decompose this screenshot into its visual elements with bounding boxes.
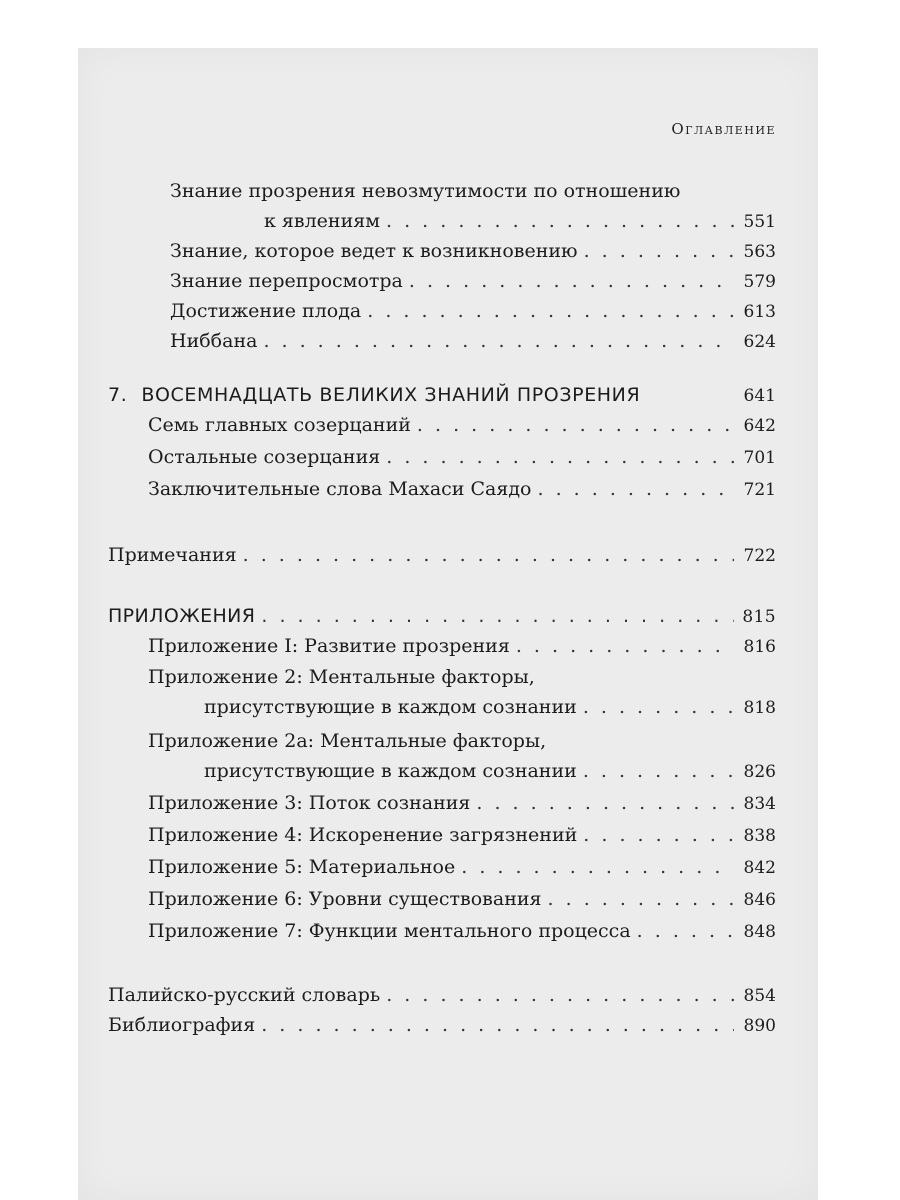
toc-entry-title-line1: Приложение 2а: Ментальные факторы, xyxy=(148,730,547,752)
toc-entry-title: Приложение 4: Искоренение загрязнений xyxy=(148,824,578,846)
toc-entry-title: Семь главных созерцаний xyxy=(148,414,411,436)
toc-page-number: 701 xyxy=(743,448,776,468)
toc-page-number: 842 xyxy=(743,858,776,878)
leader-dots xyxy=(516,631,734,661)
toc-entry-title: Приложение 6: Уровни существования xyxy=(148,888,542,910)
leader-dots xyxy=(409,266,734,296)
toc-entry-title: Примечания xyxy=(108,544,237,566)
toc-entry-bibliography[interactable] xyxy=(108,1010,776,1040)
toc-entry[interactable] xyxy=(264,206,776,236)
toc-page-number: 815 xyxy=(742,607,776,627)
leader-dots xyxy=(386,206,734,236)
leader-dots xyxy=(386,980,734,1010)
leader-dots xyxy=(261,1010,734,1040)
toc-entry-appendices[interactable] xyxy=(108,601,776,631)
toc-page-number: 838 xyxy=(743,826,776,846)
toc-page-number: 816 xyxy=(743,637,776,657)
toc-page-number: 818 xyxy=(743,698,776,718)
toc-entry-title: присутствующие в каждом сознании xyxy=(204,760,577,782)
toc-entry[interactable] xyxy=(170,236,776,266)
toc-page-number: 846 xyxy=(743,890,776,910)
toc-page-number: 834 xyxy=(743,794,776,814)
toc-page-number: 848 xyxy=(743,922,776,942)
chapter-title: ВОСЕМНАДЦАТЬ ВЕЛИКИХ ЗНАНИЙ ПРОЗРЕНИЯ xyxy=(141,384,641,406)
leader-dots xyxy=(367,296,734,326)
chapter-heading[interactable] xyxy=(108,380,776,411)
toc-page-number: 551 xyxy=(743,212,776,232)
toc-entry[interactable] xyxy=(148,788,776,818)
toc-entry-title: к явлениям xyxy=(264,210,381,232)
toc-entry-title: Ниббана xyxy=(170,330,258,352)
leader-dots xyxy=(263,326,734,356)
toc-entry[interactable] xyxy=(204,692,776,722)
toc-page-number: 641 xyxy=(743,386,776,406)
toc-entry[interactable] xyxy=(148,852,776,882)
leader-dots xyxy=(243,540,734,570)
toc-entry[interactable] xyxy=(148,820,776,850)
toc-page-number: 624 xyxy=(743,332,776,352)
leader-dots xyxy=(584,236,734,266)
toc-entry[interactable] xyxy=(204,756,776,786)
toc-page-number: 579 xyxy=(743,272,776,292)
toc-entry-title: присутствующие в каждом сознании xyxy=(204,696,577,718)
toc-entry-title: Знание, которое ведет к возникновению xyxy=(170,240,578,262)
toc-entry-title: Остальные созерцания xyxy=(148,446,381,468)
leader-dots xyxy=(461,852,734,882)
toc-page-number: 613 xyxy=(743,302,776,322)
toc-entry-title: Заключительные слова Махаси Саядо xyxy=(148,478,532,500)
toc-entry-title-line1: Знание прозрения невозмутимости по отношению xyxy=(170,180,681,202)
leader-dots xyxy=(476,788,734,818)
toc-entry[interactable] xyxy=(148,442,776,472)
toc-page-number: 721 xyxy=(743,480,776,500)
toc-entry-title: Приложение I: Развитие прозрения xyxy=(148,635,510,657)
toc-entry-title: Библиография xyxy=(108,1014,256,1036)
leader-dots xyxy=(538,474,735,504)
leader-dots xyxy=(583,820,734,850)
toc-entry[interactable] xyxy=(148,474,776,504)
chapter-number: 7. xyxy=(108,384,128,406)
toc-entry-title: Палийско-русский словарь xyxy=(108,984,381,1006)
toc-page-number: 722 xyxy=(743,546,776,566)
toc-entry-title: Достижение плода xyxy=(170,300,362,322)
leader-dots xyxy=(548,884,734,914)
toc-page-number: 854 xyxy=(743,986,776,1006)
leader-dots xyxy=(583,692,734,722)
toc-page-number: 642 xyxy=(743,416,776,436)
toc-entry[interactable] xyxy=(170,326,776,356)
toc-entry-notes[interactable] xyxy=(108,540,776,570)
toc-entry-title: ПРИЛОЖЕНИЯ xyxy=(108,605,256,627)
toc-entry[interactable] xyxy=(148,631,776,661)
toc-entry[interactable] xyxy=(170,266,776,296)
toc-page-number: 563 xyxy=(743,242,776,262)
leader-dots xyxy=(261,601,734,631)
toc-entry[interactable] xyxy=(170,296,776,326)
running-header: Оглавление xyxy=(671,120,776,138)
toc-page-number: 826 xyxy=(743,762,776,782)
leader-dots xyxy=(583,756,734,786)
toc-entry-title: Приложение 5: Материальное xyxy=(148,856,456,878)
toc-entry[interactable] xyxy=(148,916,776,946)
leader-dots xyxy=(386,442,734,472)
toc-entry[interactable] xyxy=(148,884,776,914)
toc-entry-title: Приложение 3: Поток сознания xyxy=(148,792,471,814)
toc-entry-title: Знание перепросмотра xyxy=(170,270,403,292)
toc-entry-glossary[interactable] xyxy=(108,980,776,1010)
toc-page-number: 890 xyxy=(743,1016,776,1036)
toc-entry-title: Приложение 7: Функции ментального процесса xyxy=(148,920,631,942)
toc-entry[interactable] xyxy=(148,410,776,440)
book-page xyxy=(78,48,818,1200)
leader-dots xyxy=(417,410,734,440)
leader-dots xyxy=(637,916,734,946)
toc-entry-title-line1: Приложение 2: Ментальные факторы, xyxy=(148,666,535,688)
